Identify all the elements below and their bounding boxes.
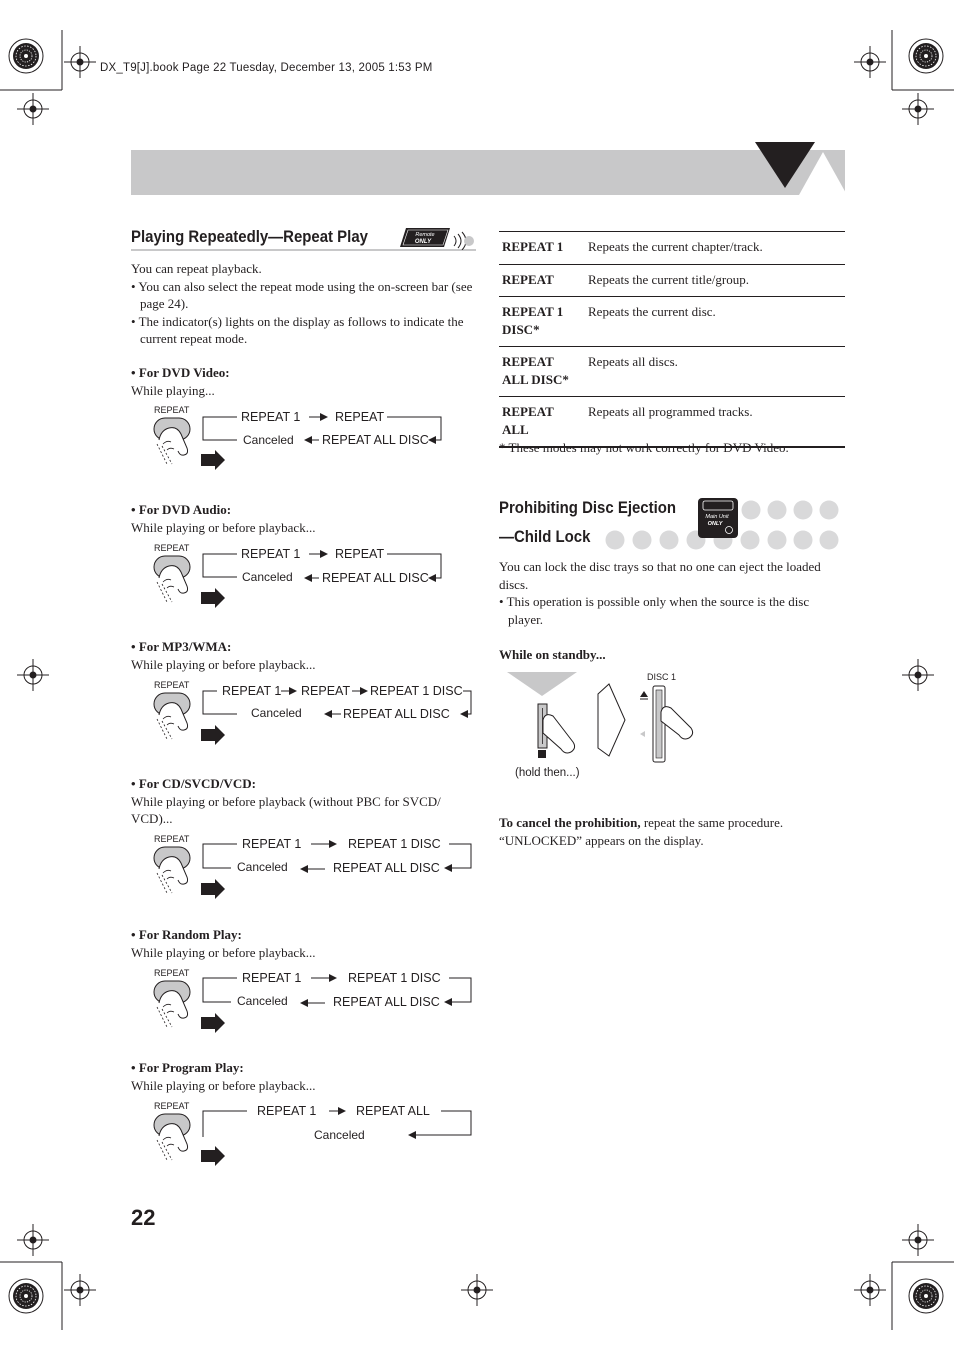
seq-repeat-1-disc: REPEAT 1 DISC [348,837,441,851]
cancel-bold: To cancel the prohibition, [499,815,641,830]
dvd-video-block [131,364,476,399]
svg-text:ONLY: ONLY [414,239,432,245]
hold-then-label: (hold then...) [515,767,580,779]
repeat-section [131,226,476,348]
repeat-modes-table [499,231,845,448]
chapter-band-triangle [755,140,847,196]
canceled-label: Canceled [314,1128,365,1142]
childlock-title-line1: Prohibiting Disc Ejection [499,498,677,517]
seq-repeat-all-disc: REPEAT ALL DISC [333,861,440,875]
mode-desc: Repeats the current chapter/track. [588,239,763,254]
dvd-video-condition: While playing... [131,382,215,398]
seq-repeat-all-disc: REPEAT ALL DISC [322,433,429,447]
table-row [499,297,845,347]
remote-only-icon [398,226,474,250]
table-row [499,347,845,397]
childlock-intro: You can lock the disc trays so that no one can eject the loaded discs. [499,559,821,592]
repeat-bullet-2: • The indicator(s) lights on the display as follows to indicate the current repeat mode. [131,313,464,347]
dvd-audio-condition: While playing or before playback... [131,519,316,535]
table-footnote: * These modes may not work correctly for DVD Video. [499,440,789,455]
cancel-rest: repeat the same procedure. “UNLOCKED” appears on the display. [499,815,784,848]
canceled-label: Canceled [237,860,288,874]
svg-text:Remote: Remote [415,232,435,238]
mp3-wma-condition: While playing or before playback... [131,656,316,672]
program-block [131,1059,476,1094]
dvd-video-heading: • For DVD Video: [131,365,230,380]
stop-icon [538,750,546,758]
cd-block [131,775,476,828]
mode-key: REPEAT ALL DISC* [502,354,569,387]
canceled-label: Canceled [237,994,288,1008]
cancel-paragraph [499,814,845,849]
cd-diagram [131,830,476,902]
mode-desc: Repeats the current title/group. [588,271,750,287]
mp3-wma-block [131,638,476,673]
dvd-audio-heading: • For DVD Audio: [131,502,232,517]
mode-desc: Repeats all programmed tracks. [588,404,753,419]
page-number: 22 [131,1205,156,1230]
seq-repeat-all: REPEAT ALL [356,1104,430,1118]
seq-repeat: REPEAT [335,547,385,561]
childlock-title-line2: —Child Lock [499,527,591,546]
page-title: Playing Repeatedly—Repeat Play [131,227,368,246]
mp3-wma-heading: • For MP3/WMA: [131,639,232,654]
seq-repeat-1: REPEAT 1 [257,1104,317,1118]
program-heading: • For Program Play: [131,1060,244,1075]
random-condition: While playing or before playback... [131,944,316,960]
seq-repeat: REPEAT [335,410,385,424]
seq-repeat-1-disc: REPEAT 1 DISC [348,971,441,985]
chapter-band [131,150,845,195]
repeat-section-heading [131,226,476,252]
canceled-label: Canceled [251,706,302,720]
main-unit-only-icon [697,497,739,539]
cd-heading: • For CD/SVCD/VCD: [131,776,256,791]
repeat-intro: You can repeat playback. [131,261,262,276]
mode-desc: Repeats all discs. [588,354,678,369]
repeat-button-label: REPEAT [154,680,190,690]
random-heading: • For Random Play: [131,927,242,942]
random-diagram [131,964,476,1036]
repeat-button-label: REPEAT [154,968,190,978]
dvd-audio-block [131,501,476,536]
seq-repeat-all-disc: REPEAT ALL DISC [333,995,440,1009]
canceled-label: Canceled [242,570,293,584]
mode-key: REPEAT ALL [502,404,554,437]
mode-key: REPEAT 1 [502,239,564,254]
repeat-button-label: REPEAT [154,1101,190,1111]
repeat-bullet-1: • You can also select the repeat mode using the on-screen bar (see page 24). [131,278,473,312]
seq-repeat-1: REPEAT 1 [222,684,282,698]
book-header-line: DX_T9[J].book Page 22 Tuesday, December 13, 2005 1:53 PM [100,62,433,74]
cd-condition: While playing or before playback (without PBC for SVCD/ VCD)... [131,793,441,827]
program-diagram [131,1097,476,1169]
childlock-bullet: • This operation is possible only when the source is the disc player. [499,594,810,627]
mp3-wma-diagram [131,676,476,748]
seq-repeat-1: REPEAT 1 [241,410,301,424]
seq-repeat-all-disc: REPEAT ALL DISC [343,707,450,721]
repeat-button-label: REPEAT [154,543,190,553]
seq-repeat-all-disc: REPEAT ALL DISC [322,571,429,585]
svg-text:Main Unit: Main Unit [705,514,729,520]
seq-repeat: REPEAT [301,684,351,698]
childlock-illustration [499,668,719,783]
cancel-instructions [499,814,845,849]
standby-label: While on standby... [499,647,606,663]
dvd-video-diagram [131,402,476,474]
childlock-heading [499,495,845,555]
mode-key: REPEAT [502,271,554,287]
program-condition: While playing or before playback... [131,1077,316,1093]
seq-repeat-1: REPEAT 1 [242,971,302,985]
seq-repeat-1: REPEAT 1 [242,837,302,851]
svg-text:ONLY: ONLY [707,521,723,527]
repeat-button-label: REPEAT [154,405,190,415]
childlock-body [499,558,845,664]
seq-repeat-1-disc: REPEAT 1 DISC [370,684,463,698]
mode-key: REPEAT 1 DISC* [502,304,564,337]
mode-desc: Repeats the current disc. [588,304,716,319]
disc-1-label: DISC 1 [647,672,677,682]
eject-icon [640,731,645,737]
table-row [499,232,845,265]
repeat-button-label: REPEAT [154,834,190,844]
random-block [131,926,476,961]
table-row [499,264,845,297]
seq-repeat-1: REPEAT 1 [241,547,301,561]
childlock-diagram [499,668,719,768]
canceled-label: Canceled [243,433,294,447]
dvd-audio-diagram [131,540,476,612]
